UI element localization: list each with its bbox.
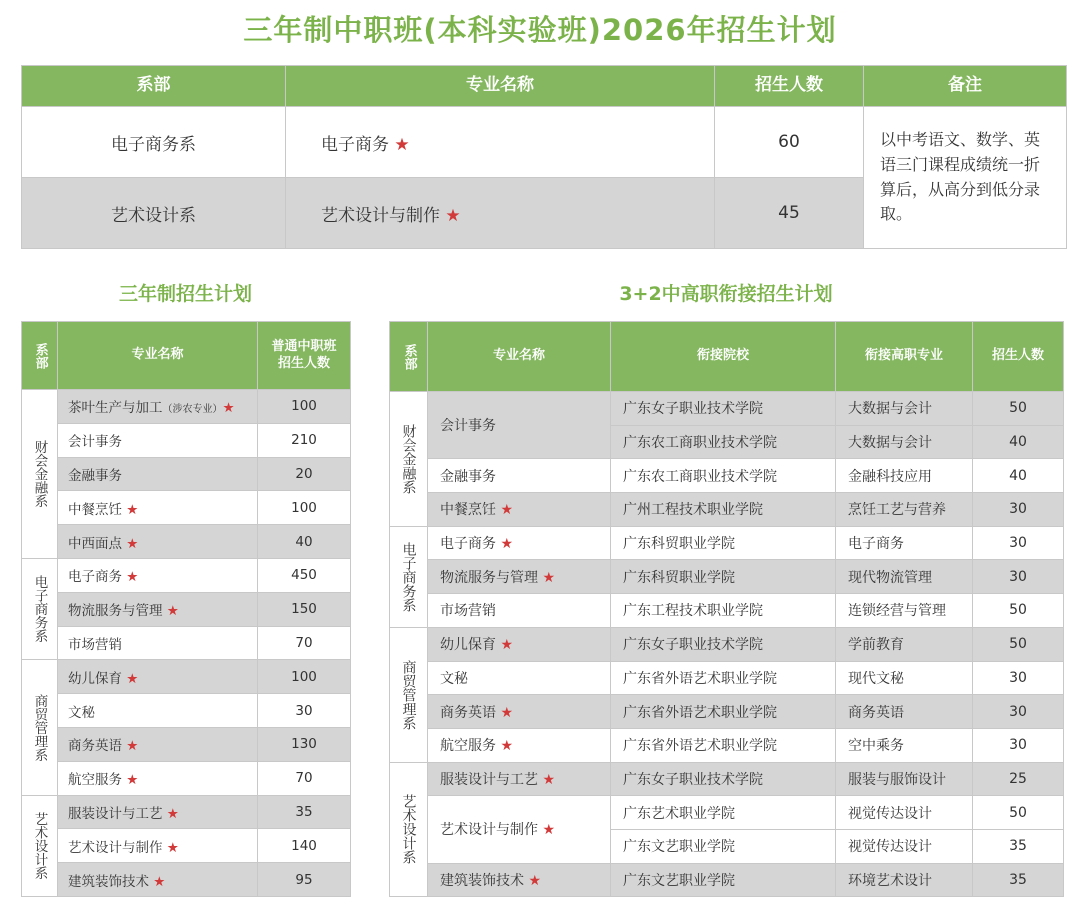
star-icon: ★: [153, 873, 166, 890]
star-icon: ★: [500, 502, 514, 519]
major-cell: 市场营销: [428, 594, 611, 628]
dept-cell: 财会金融系: [22, 390, 58, 559]
count-cell: 40: [258, 525, 351, 559]
dept-cell: 艺术设计系: [22, 795, 58, 896]
major-cell: 服装设计与工艺 ★: [428, 762, 611, 796]
count-cell: 30: [973, 493, 1064, 527]
target-major-cell: 视觉传达设计: [836, 796, 973, 830]
count-cell: 150: [258, 592, 351, 626]
major-cell: 航空服务 ★: [428, 728, 611, 762]
count-cell: 35: [973, 863, 1064, 897]
major-cell: 幼儿保育 ★: [428, 627, 611, 661]
major-cell: 会计事务: [428, 392, 611, 459]
table-row: [22, 423, 351, 457]
table-header-row: [22, 322, 351, 390]
school-cell: 广东女子职业技术学院: [611, 627, 836, 661]
count-cell: 25: [973, 762, 1064, 796]
star-icon: ★: [500, 637, 514, 654]
count-cell: 50: [973, 594, 1064, 628]
major-cell: 中餐烹饪 ★: [58, 491, 258, 525]
dept-cell: 商贸管理系: [390, 627, 428, 762]
table-row: [22, 626, 351, 660]
header-school: 衔接院校: [611, 322, 836, 392]
major-cell: 建筑装饰技术 ★: [428, 863, 611, 897]
table-row: [22, 863, 351, 897]
table-row: [390, 728, 1064, 762]
star-icon: ★: [126, 772, 139, 789]
star-icon: ★: [394, 134, 410, 155]
major-cell: 服装设计与工艺 ★: [58, 795, 258, 829]
header-major: 专业名称: [286, 66, 715, 107]
count-cell: 50: [973, 392, 1064, 426]
major-cell: 金融事务: [58, 457, 258, 491]
count-cell: 30: [973, 695, 1064, 729]
star-icon: ★: [500, 738, 514, 755]
target-major-cell: 连锁经营与管理: [836, 594, 973, 628]
major-cell: 金融事务: [428, 459, 611, 493]
major-cell: 会计事务: [58, 423, 258, 457]
star-icon: ★: [542, 569, 556, 586]
school-cell: 广东省外语艺术职业学院: [611, 695, 836, 729]
count-cell: 50: [973, 627, 1064, 661]
count-cell: 30: [258, 694, 351, 728]
count-cell: 30: [973, 728, 1064, 762]
star-icon: ★: [542, 822, 556, 839]
count-cell: 100: [258, 390, 351, 424]
school-cell: 广东省外语艺术职业学院: [611, 728, 836, 762]
dept-cell: 艺术设计系: [390, 762, 428, 897]
school-cell: 广东女子职业技术学院: [611, 762, 836, 796]
major-cell: 艺术设计与制作 ★: [428, 796, 611, 863]
table-row: [22, 592, 351, 626]
count-cell: 130: [258, 727, 351, 761]
top-enrollment-table: [21, 65, 1067, 249]
major-cell: 商务英语 ★: [428, 695, 611, 729]
star-icon: ★: [126, 670, 139, 687]
star-icon: ★: [126, 738, 139, 755]
major-cell: 艺术设计与制作 ★: [286, 178, 715, 249]
star-icon: ★: [500, 704, 514, 721]
table-row: [390, 594, 1064, 628]
table-row: [22, 727, 351, 761]
count-cell: 210: [258, 423, 351, 457]
target-major-cell: 大数据与会计: [836, 425, 973, 459]
three-year-plan-title: 三年制招生计划: [118, 283, 252, 305]
table-header-row: [22, 66, 1067, 107]
three-year-plan-table: [21, 321, 351, 897]
major-cell: 市场营销: [58, 626, 258, 660]
header-dept: 系部: [390, 322, 428, 392]
table-row: [22, 761, 351, 795]
header-count: 招生人数: [973, 322, 1064, 392]
star-icon: ★: [166, 805, 179, 822]
target-major-cell: 现代文秘: [836, 661, 973, 695]
count-cell: 40: [973, 425, 1064, 459]
star-icon: ★: [542, 771, 556, 788]
school-cell: 广东艺术职业学院: [611, 796, 836, 830]
target-major-cell: 视觉传达设计: [836, 829, 973, 863]
target-major-cell: 商务英语: [836, 695, 973, 729]
count-cell: 35: [973, 829, 1064, 863]
table-row: [390, 560, 1064, 594]
count-cell: 70: [258, 761, 351, 795]
header-dept: 系部: [22, 66, 286, 107]
school-cell: 广东文艺职业学院: [611, 829, 836, 863]
table-header-row: [390, 322, 1064, 392]
major-cell: 中西面点 ★: [58, 525, 258, 559]
major-cell: 文秘: [428, 661, 611, 695]
table-row: [22, 829, 351, 863]
count-cell: 30: [973, 526, 1064, 560]
major-cell: 航空服务 ★: [58, 761, 258, 795]
major-cell: 中餐烹饪 ★: [428, 493, 611, 527]
table-row: [390, 762, 1064, 796]
major-cell: 物流服务与管理 ★: [58, 592, 258, 626]
major-cell: 电子商务 ★: [428, 526, 611, 560]
table-row: [390, 863, 1064, 897]
school-cell: 广东科贸职业学院: [611, 560, 836, 594]
table-row: [390, 796, 1064, 830]
header-count: 普通中职班招生人数: [258, 322, 351, 390]
school-cell: 广东农工商职业技术学院: [611, 459, 836, 493]
count-cell: 70: [258, 626, 351, 660]
count-cell: 50: [973, 796, 1064, 830]
header-count: 招生人数: [715, 66, 864, 107]
note-cell: 以中考语文、数学、英语三门课程成绩统一折算后，从高分到低分录取。: [864, 107, 1067, 249]
table-row: [22, 558, 351, 592]
table-row: [22, 457, 351, 491]
header-major: 专业名称: [58, 322, 258, 390]
table-row: [22, 795, 351, 829]
school-cell: 广东女子职业技术学院: [611, 392, 836, 426]
star-icon: ★: [445, 205, 461, 226]
count-cell: 100: [258, 491, 351, 525]
target-major-cell: 烹饪工艺与营养: [836, 493, 973, 527]
vocational-bridge-table: [389, 321, 1064, 897]
major-cell: 艺术设计与制作 ★: [58, 829, 258, 863]
table-row: [390, 526, 1064, 560]
star-icon: ★: [500, 536, 514, 553]
header-note: 备注: [864, 66, 1067, 107]
header-dept: 系部: [22, 322, 58, 390]
target-major-cell: 服装与服饰设计: [836, 762, 973, 796]
count-cell: 20: [258, 457, 351, 491]
table-row: [22, 694, 351, 728]
school-cell: 广东省外语艺术职业学院: [611, 661, 836, 695]
major-cell: 建筑装饰技术 ★: [58, 863, 258, 897]
count-cell: 60: [715, 107, 864, 178]
star-icon: ★: [166, 603, 179, 620]
table-row: [390, 459, 1064, 493]
target-major-cell: 环境艺术设计: [836, 863, 973, 897]
school-cell: 广东文艺职业学院: [611, 863, 836, 897]
major-cell: 电子商务 ★: [58, 558, 258, 592]
dept-cell: 财会金融系: [390, 392, 428, 527]
dept-cell: 电子商务系: [390, 526, 428, 627]
major-cell: 物流服务与管理 ★: [428, 560, 611, 594]
target-major-cell: 学前教育: [836, 627, 973, 661]
major-cell: 文秘: [58, 694, 258, 728]
star-icon: ★: [528, 872, 542, 889]
school-cell: 广东农工商职业技术学院: [611, 425, 836, 459]
dept-cell: 电子商务系: [22, 558, 58, 659]
target-major-cell: 现代物流管理: [836, 560, 973, 594]
table-row: [390, 695, 1064, 729]
star-icon: ★: [126, 569, 139, 586]
major-cell: 幼儿保育 ★: [58, 660, 258, 694]
target-major-cell: 大数据与会计: [836, 392, 973, 426]
table-row: [22, 525, 351, 559]
count-cell: 35: [258, 795, 351, 829]
header-major: 专业名称: [428, 322, 611, 392]
table-row: [390, 661, 1064, 695]
major-cell: 商务英语 ★: [58, 727, 258, 761]
target-major-cell: 金融科技应用: [836, 459, 973, 493]
table-row: [22, 660, 351, 694]
table-row: [390, 627, 1064, 661]
table-row: [22, 491, 351, 525]
major-cell: 电子商务 ★: [286, 107, 715, 178]
table-row: [390, 392, 1064, 426]
count-cell: 140: [258, 829, 351, 863]
dept-cell: 艺术设计系: [22, 178, 286, 249]
dept-cell: 商贸管理系: [22, 660, 58, 795]
page-title: 三年制中职班(本科实验班)2026年招生计划: [243, 13, 837, 47]
count-cell: 30: [973, 560, 1064, 594]
school-cell: 广东工程技术职业学院: [611, 594, 836, 628]
header-target-major: 衔接高职专业: [836, 322, 973, 392]
star-icon: ★: [166, 839, 179, 856]
table-row: [22, 390, 351, 424]
star-icon: ★: [222, 400, 235, 417]
count-cell: 30: [973, 661, 1064, 695]
star-icon: ★: [126, 501, 139, 518]
star-icon: ★: [126, 535, 139, 552]
table-row: [22, 107, 1067, 178]
count-cell: 95: [258, 863, 351, 897]
dept-cell: 电子商务系: [22, 107, 286, 178]
target-major-cell: 空中乘务: [836, 728, 973, 762]
count-cell: 450: [258, 558, 351, 592]
target-major-cell: 电子商务: [836, 526, 973, 560]
table-row: [390, 493, 1064, 527]
count-cell: 40: [973, 459, 1064, 493]
school-cell: 广东科贸职业学院: [611, 526, 836, 560]
major-cell: 茶叶生产与加工（涉农专业）★: [58, 390, 258, 424]
count-cell: 45: [715, 178, 864, 249]
count-cell: 100: [258, 660, 351, 694]
school-cell: 广州工程技术职业学院: [611, 493, 836, 527]
vocational-bridge-plan-title: 3+2中高职衔接招生计划: [619, 283, 833, 305]
